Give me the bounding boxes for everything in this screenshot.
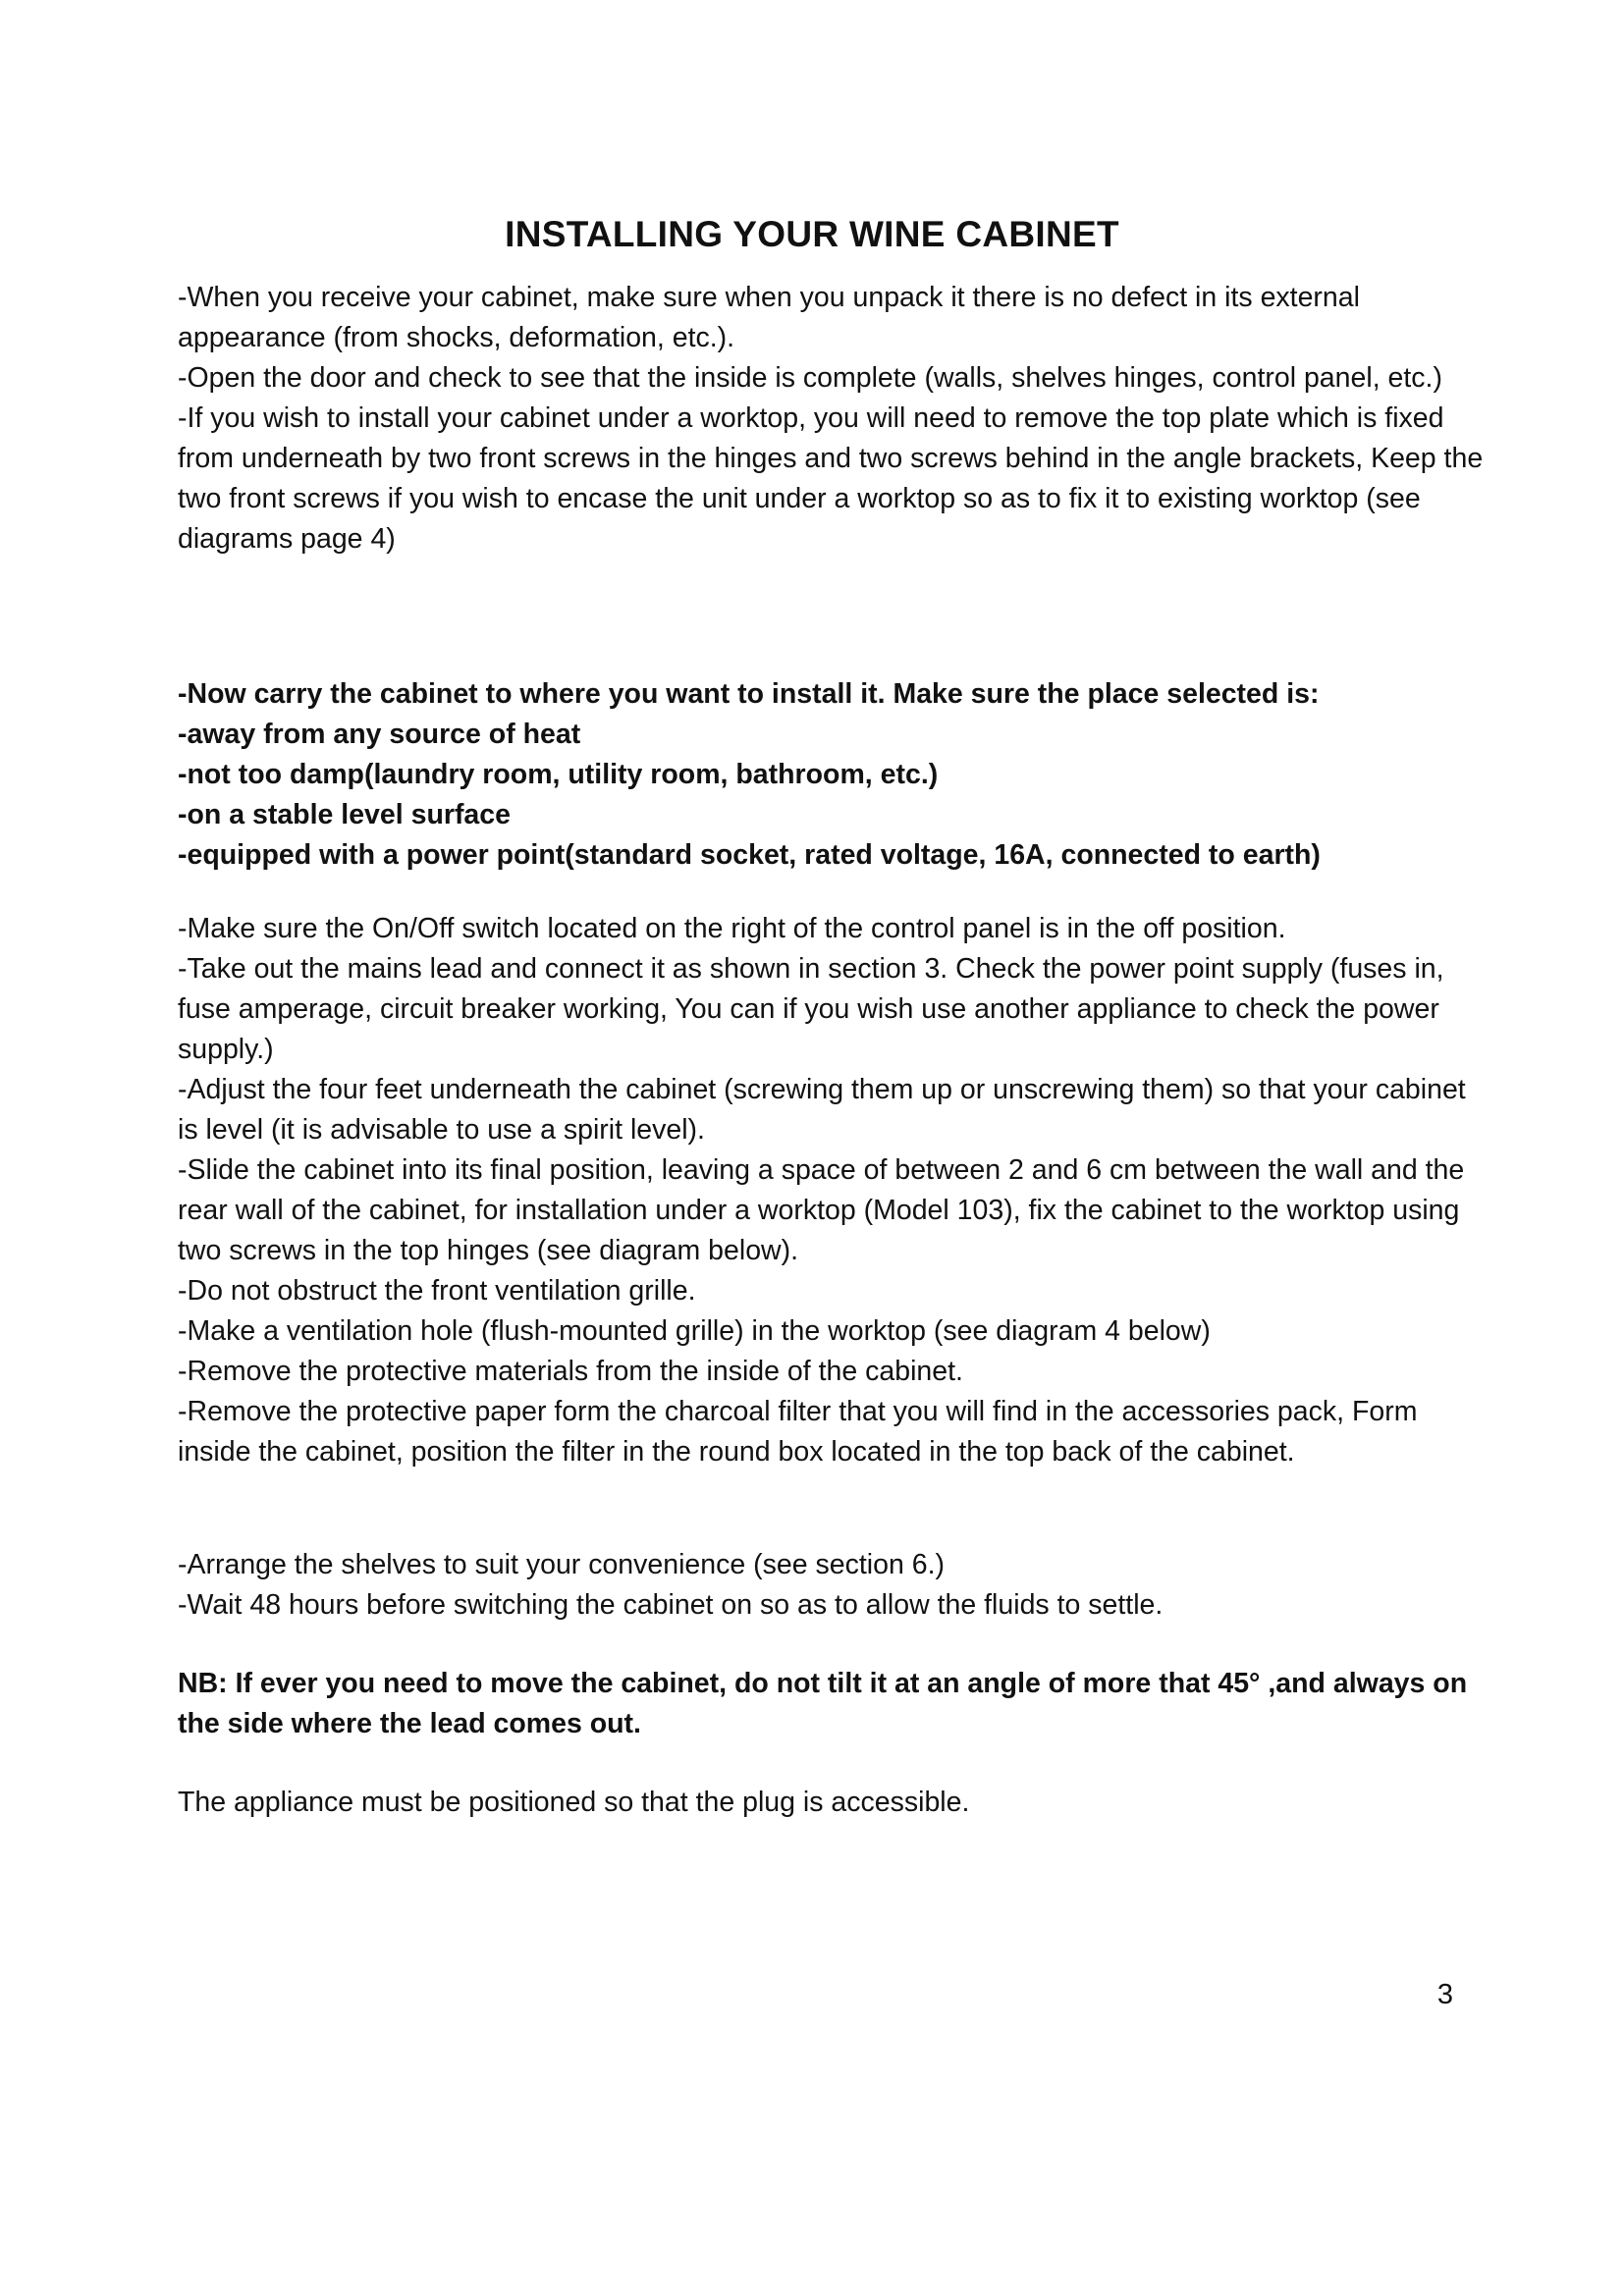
intro-paragraph: -When you receive your cabinet, make sure when you unpack it there is no defect in its external appearance (from shocks, deformation, etc.). (178, 282, 1360, 353)
final-step: -Arrange the shelves to suit your convenience (see section 6.) (178, 1549, 945, 1580)
step-paragraph: -Make a ventilation hole (flush-mounted grille) in the worktop (see diagram 4 below) (178, 1315, 1211, 1347)
final-step: -Wait 48 hours before switching the cabinet on so as to allow the fluids to settle. (178, 1589, 1164, 1621)
warning-note (178, 1664, 1493, 1744)
placement-line: -away from any source of heat (178, 719, 581, 750)
step-paragraph: -Slide the cabinet into its final position, leaving a space of between 2 and 6 cm between the wall and the rear wall of the cabinet, for installation under a worktop (Model 103), fix the cabinet to the worktop using two screws in the top hinges (see diagram below). (178, 1154, 1465, 1266)
intro-paragraph: -If you wish to install your cabinet under a worktop, you will need to remove the top plate which is fixed from underneath by two front screws in the hinges and two screws behind in the angle brackets, Keep the two front screws if you wish to encase the unit under a worktop so as to fix it to existing worktop (see diagrams page 4) (178, 402, 1484, 555)
placement-line: -Now carry the cabinet to where you want to install it. Make sure the place selected is: (178, 678, 1320, 710)
accessibility-text: The appliance must be positioned so that the plug is accessible. (178, 1787, 970, 1818)
accessibility-note (178, 1783, 1493, 1823)
step-paragraph: -Do not obstruct the front ventilation grille. (178, 1275, 696, 1307)
step-paragraph: -Adjust the four feet underneath the cabinet (screwing them up or unscrewing them) so that your cabinet is level (it is advisable to use a spirit level). (178, 1074, 1466, 1146)
step-paragraph: -Remove the protective materials from the inside of the cabinet. (178, 1356, 963, 1387)
placement-section (178, 674, 1493, 876)
step-paragraph: -Make sure the On/Off switch located on the right of the control panel is in the off position. (178, 913, 1286, 944)
page-number: 3 (1436, 1979, 1453, 2010)
page-title: INSTALLING YOUR WINE CABINET (505, 214, 1119, 254)
placement-line: -not too damp(laundry room, utility room, bathroom, etc.) (178, 759, 939, 790)
steps-section (178, 909, 1493, 1472)
step-paragraph: -Remove the protective paper form the charcoal filter that you will find in the accessories pack, Form inside the cabinet, position the filter in the round box located in the top back of the cabinet. (178, 1396, 1418, 1468)
step-paragraph: -Take out the mains lead and connect it as shown in section 3. Check the power point supply (fuses in, fuse amperage, circuit breaker working, You can if you wish use another appliance to check the power supply.) (178, 953, 1444, 1065)
final-steps-section (178, 1545, 1493, 1626)
placement-line: -equipped with a power point(standard socket, rated voltage, 16A, connected to earth) (178, 839, 1321, 871)
placement-line: -on a stable level surface (178, 799, 511, 830)
intro-paragraph: -Open the door and check to see that the inside is complete (walls, shelves hinges, control panel, etc.) (178, 362, 1442, 394)
intro-section (178, 278, 1493, 560)
note-text: NB: If ever you need to move the cabinet, do not tilt it at an angle of more that 45° ,and always on the side where the lead comes out. (178, 1668, 1468, 1739)
